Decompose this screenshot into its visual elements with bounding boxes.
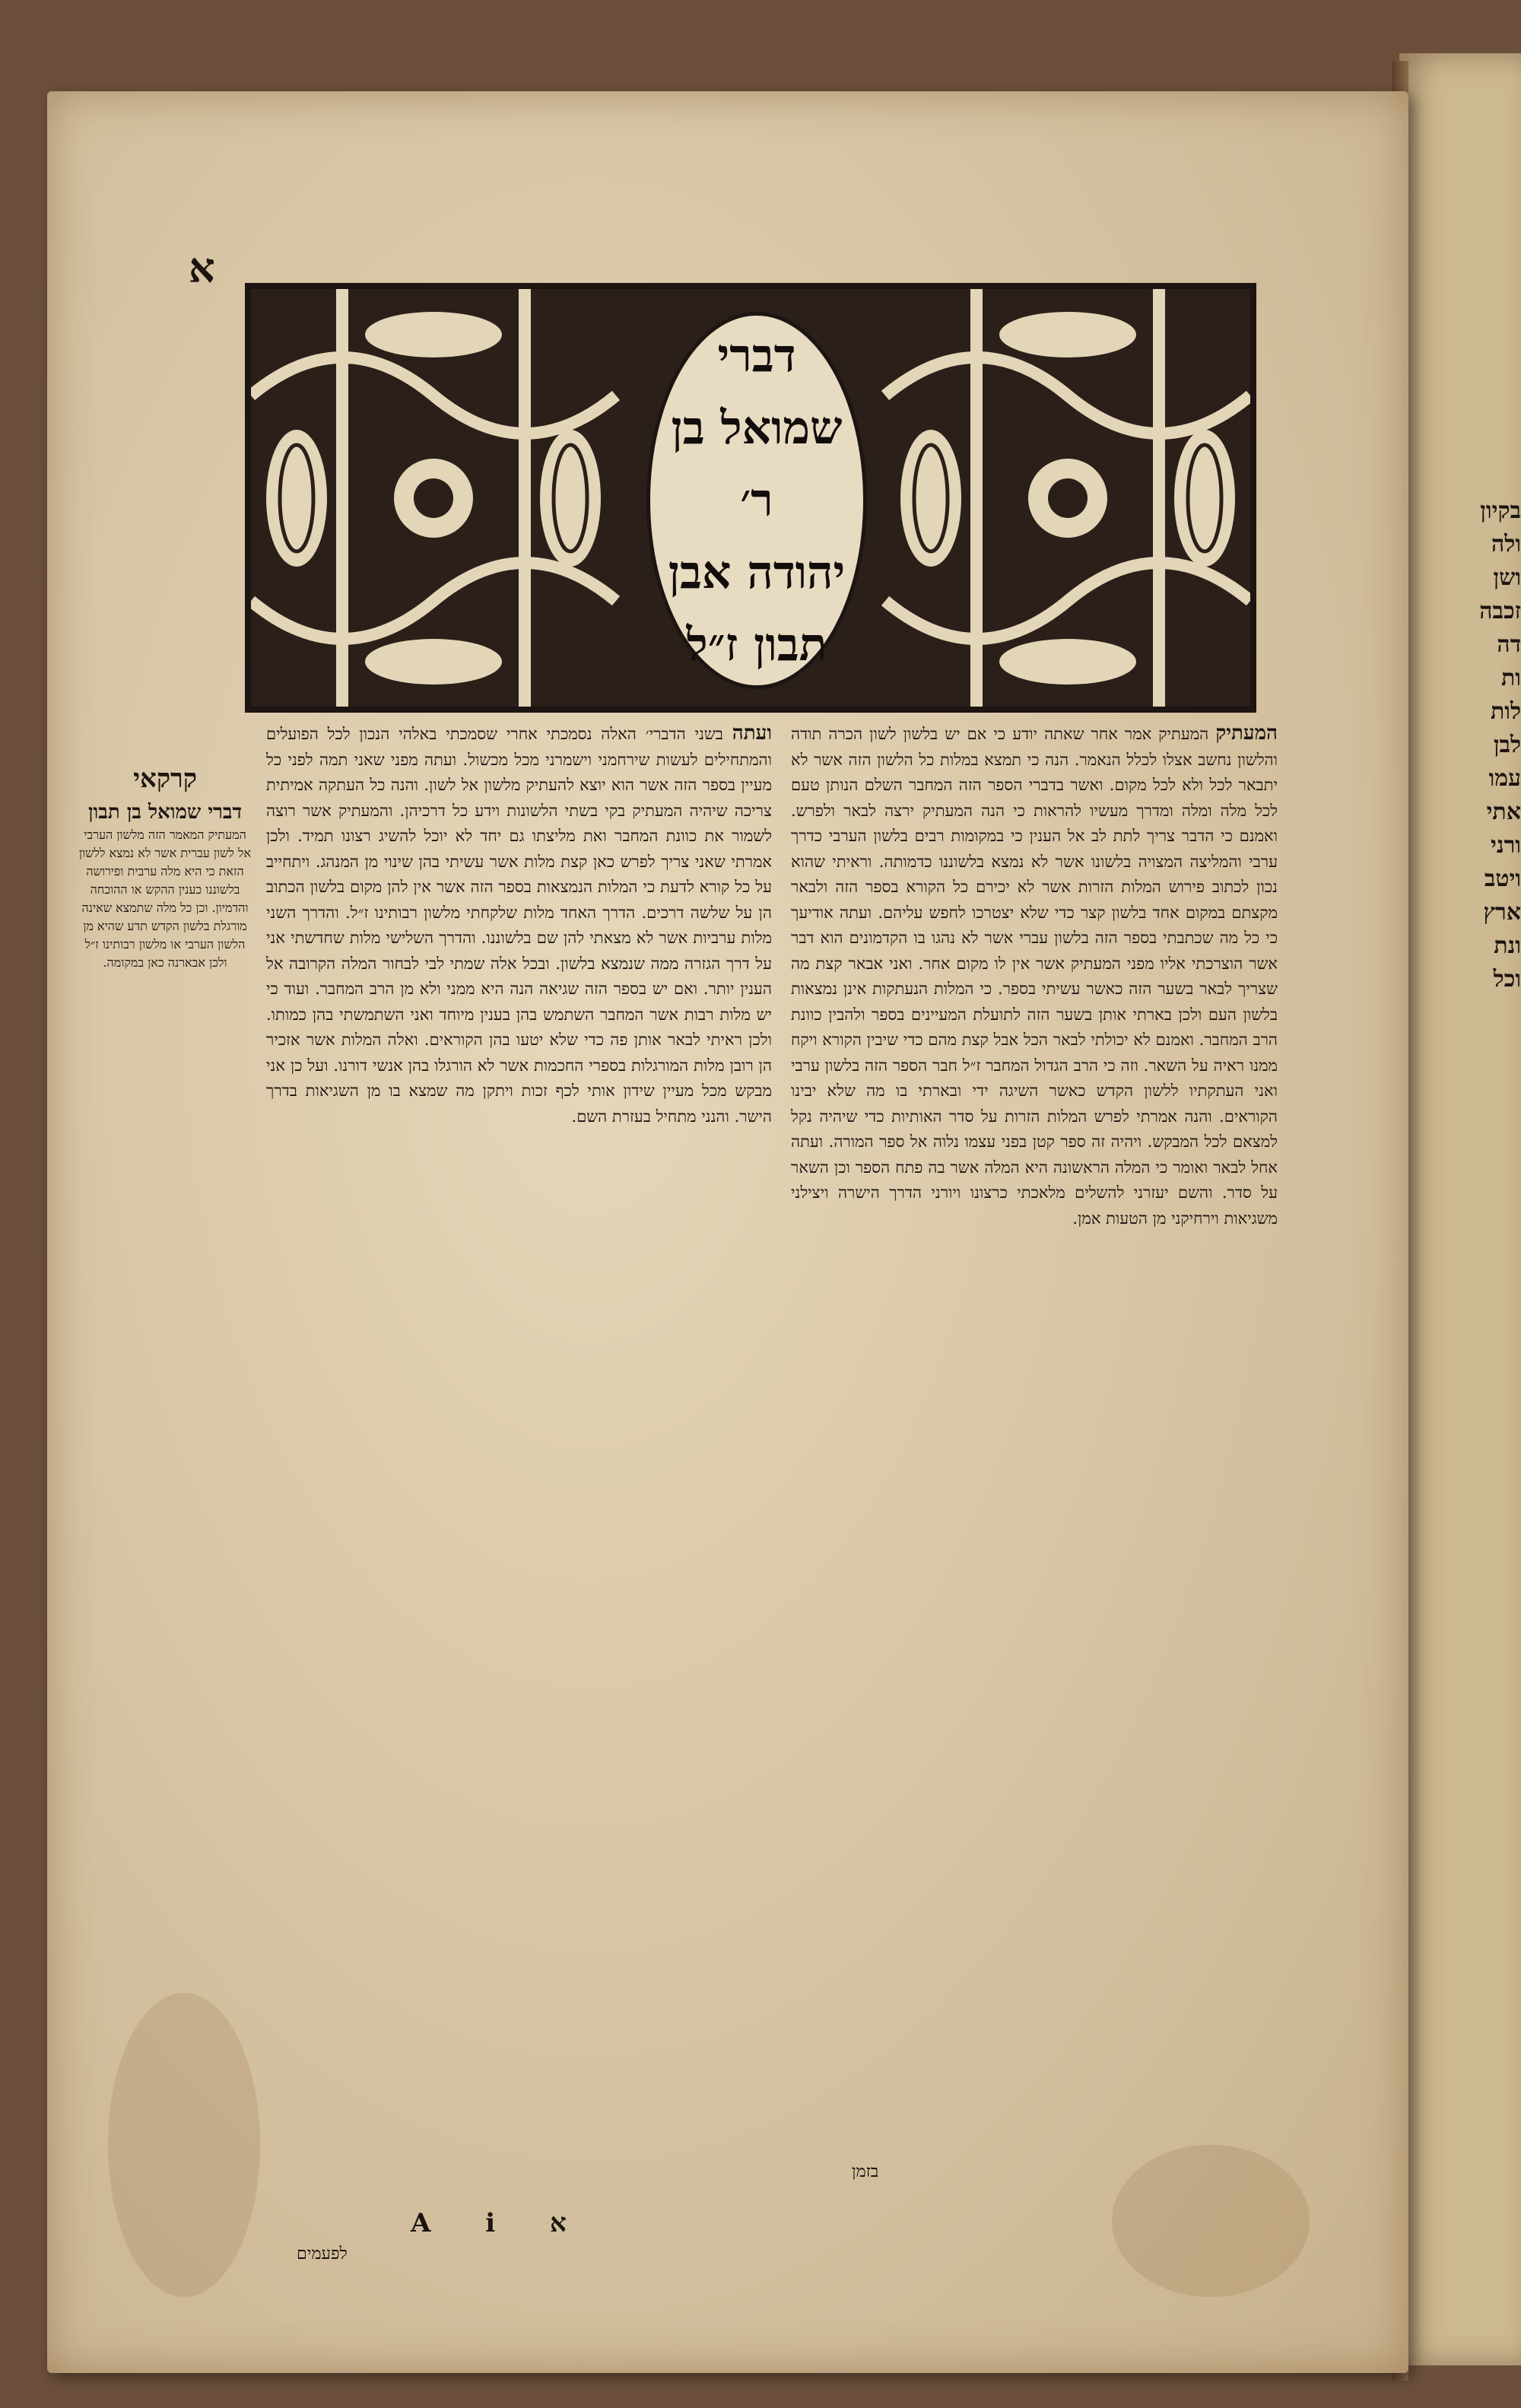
margin-note-text: המעתיק המאמר הזה מלשון הערבי אל לשון עברית אשר לא נמצא ללשון הזאת כי היא מלה ערבית ופירושה בלשוננו כענין ההקש או ההוכחה והדמיון. וכן כל מלה שתמצא שאינה מורגלת בלשון הקדש תדע שהיא מן הלשון הערבי או מלשון רבותינו ז״ל ולכן אבארנה כאן במקומה. bbox=[78, 828, 252, 970]
column-body-text: בשני הדברי׳ האלה נסמכתי אחרי שסמכתי באלהי הנכון לכל הפועלים והמתחילים לעשות שירחמני וישמרני מכל מכשול. ועתה מפני שאני תמה לפני כל מעיין בספר הזה אשר הוא יוצא להעתיק מלשון אל לשון. והנה כל העתקה אמיתית צריכה שיהיה המעתיק בקי בשתי הלשונות וידע כל דרכיהן. והמעתיק אשר רוצה לשמור את כוונת המחבר ואת מליצתו גם יחד לא יוכל להשיג רצונו תמיד. ולכן אמרתי שאני צריך לפרש כאן קצת מלות אשר עשיתי בהן שינוי מן המנהג. ויתחייב על כל קורא לדעת כי המלות הנמצאות בספר הזה אשר אין להן מקום בלשון הכתוב הן על שלשה דרכים. הדרך האחד מלות שלקחתי מלשון רבותינו ז״ל. והדרך השני מלות ערביות אשר לא מצאתי להן שם בלשוננו. והדרך השלישי מלות שחדשתי אני על דרך הגזרה ממה שנמצא בלשון. ובכל אלה שמתי לבי לבחור המלה הקרובה אל הענין יותר. ואם יש בספר הזה שגיאה הנה היא ממני ולא מן הרב המחבר. ועוד כי יש מלות רבות אשר המחבר השתמש בהן בענין מיוחד ואני השתמשתי בהן כמותו. ולכן ראיתי לבאר אותן פה כדי שלא יטעו בהן הקוראים. ואלה המלות אשר אזכיר הן רובן מלות המורגלות בספרי החכמות אשר לא הורגלו בהן אנשי דורנו. ועל כן אני מבקש מכל מעיין שידון אותי לכף זכות ויתקן מה שמצא בו מן השגיאות בדרך הישר. והנני מתחיל בעזרת השם. bbox=[266, 725, 772, 1126]
title-woodcut-frame bbox=[245, 283, 1256, 713]
catchword-left: לפעמים bbox=[297, 2244, 348, 2263]
signature-mark: A i א bbox=[411, 2208, 589, 2238]
title-cartouche bbox=[646, 312, 867, 689]
catchword-right: בזמן bbox=[852, 2162, 879, 2181]
column-lead-word: המעתיק bbox=[1215, 722, 1278, 745]
book-title: דברי שמואל בן ר׳ יהודה אבן תבון ז״ל bbox=[668, 329, 846, 672]
column-body-text: המעתיק אמר אחר שאתה יודע כי אם יש בלשון לשון הכרה תודה והלשון נחשב אצלו לכלל הנאמר. הנה כי תמצא במלות כל הלשון הזה אשר לא יתבאר לכל ולא לכל מקום. ואשר בדברי הספר הזה המחבר השלם הנותן טעם לכל מלה ומלה ומדרך מעשיו להראות כי הנה המעתיק ירצה לבאר ולפרש. ואמנם כי הדבר צריך לתת לב אל הענין כי במקומות רבים בלשון הערבי כדרך ערבי והמליצה המצויה בלשונו אשר לא נמצא בלשוננו כדמותה. וראיתי שהוא נכון לכתוב פירוש המלות הזרות אשר לא יכירם כל הקורא בספר הזה ולבאר מקצתם במקום אחד בלשון קצר כדי שלא יצטרכו לחפש עליהם. ועתה אודיעך כי כל מה שכתבתי בספר הזה בלשון עברי אשר לא נהגו בו הקדמונים הוא דבר אשר הוצרכתי אליו מפני המעתיק אשר אין לו מקום אחר. ואני אבאר קצת מה שצריך לבאר בשער הזה כאשר עשיתי בספר. כי המלות הנעתקות אינן נמצאות בלשון העם ולכן בארתי אותן בשער הזה לתועלת המעיינים בספר ולהבין כוונת הרב המחבר. ואמנם לא יכולתי לבאר הכל אבל קצת מהם כדי שיבין הקורא ויקח ממנו ראיה על השאר. וזה כי הרב הגדול המחבר ז״ל חבר הספר הזה בלשון ערבי ואני העתקתיו ללשון הקדש כאשר השיגה ידי ובארתי בו מה שלא יבינו הקוראים. והנה אמרתי לפרש המלות הזרות על סדר האותיות כדי שיהיה נקל למצאם לכל המבקש. ויהיה זה ספר קטן בפני עצמו נלוה אל ספר המורה. ועתה אחל לבאר ואומר כי המלה הראשונה היא המלה אשר בה פתח הספר וכן השאר על סדר. והשם יעזרני להשלים מלאכתי כרצונו ויורני הדרך הישרה ויצילני משגיאות וירחיקני מן הטעות אמן. bbox=[791, 725, 1278, 1228]
column-lead-word: ועתה bbox=[732, 722, 772, 745]
page-number: א bbox=[189, 243, 215, 292]
margin-note-title: קרקאי bbox=[133, 764, 197, 794]
next-page-text: בקיון ולה ושן זכבה דה ות לות לבן עמו אתי ורני ויטב ארץ ונת וכל bbox=[1479, 497, 1521, 993]
next-page bbox=[1399, 53, 1521, 2365]
middle-text-column bbox=[266, 721, 772, 2212]
margin-note-heading: דברי שמואל בן תבון bbox=[88, 801, 242, 824]
right-text-column bbox=[791, 721, 1278, 2197]
margin-note-column bbox=[78, 761, 252, 1582]
paper-stain bbox=[108, 1993, 260, 2297]
